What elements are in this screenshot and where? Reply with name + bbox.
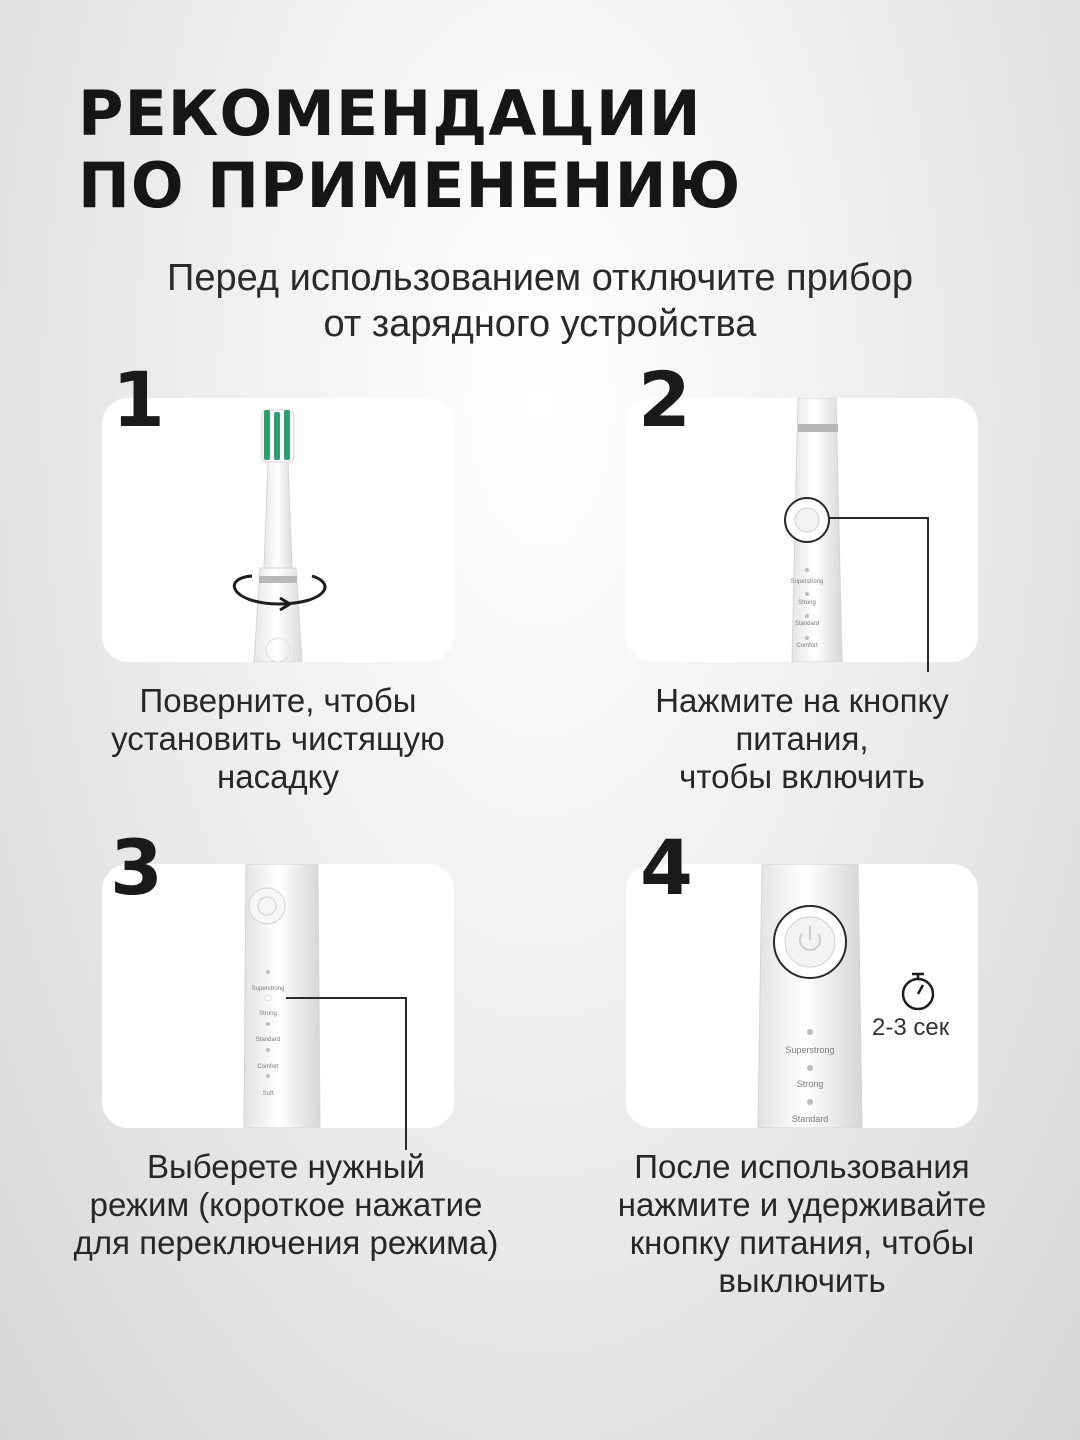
step-1-caption-line: установить чистящую bbox=[111, 720, 445, 757]
timer-label: 2-3 сек bbox=[872, 1014, 950, 1041]
mode-label: Superstrong bbox=[785, 1045, 835, 1055]
mode-label: Soft bbox=[262, 1091, 274, 1097]
mode-label: Superstrong bbox=[790, 579, 824, 585]
step-4-caption bbox=[568, 1148, 1036, 1300]
mode-label: Strong bbox=[796, 1079, 824, 1089]
mode-label: Standard bbox=[794, 621, 820, 627]
step-2-caption bbox=[586, 682, 1018, 796]
mode-label: Superstrong bbox=[251, 986, 285, 992]
mode-label: Comfort bbox=[796, 643, 818, 649]
step-2-caption-line: Нажмите на кнопку bbox=[655, 682, 949, 719]
step-1-caption bbox=[60, 682, 496, 796]
step-1-number: 1 bbox=[112, 355, 165, 444]
mode-label: Strong bbox=[798, 600, 816, 606]
step-4-number: 4 bbox=[640, 823, 693, 912]
page-title bbox=[78, 78, 741, 222]
subtitle-line-1: Перед использованием отключите прибор bbox=[167, 257, 913, 299]
mode-label: Standard bbox=[255, 1037, 281, 1043]
step-1-caption-line: насадку bbox=[217, 758, 339, 795]
step-3-caption bbox=[40, 1148, 532, 1262]
step-3-caption-line: режим (короткое нажатие bbox=[89, 1186, 483, 1223]
step-4-caption-line: После использования bbox=[634, 1148, 970, 1185]
mode-label: Comfort bbox=[257, 1064, 279, 1070]
step-4-caption-line: нажмите и удерживайте bbox=[617, 1186, 987, 1223]
step-2-caption-line: питания, bbox=[735, 720, 869, 757]
step-1-caption-line: Поверните, чтобы bbox=[139, 682, 417, 719]
subtitle-line-2: от зарядного устройства bbox=[323, 303, 757, 345]
title-line-2: ПО ПРИМЕНЕНИЮ bbox=[78, 149, 742, 222]
step-2-caption-line: чтобы включить bbox=[679, 758, 925, 795]
mode-label: Standard bbox=[791, 1114, 829, 1124]
title-line-1: РЕКОМЕНДАЦИИ bbox=[78, 77, 702, 150]
step-2-number: 2 bbox=[638, 355, 691, 444]
step-3-caption-line: Выберете нужный bbox=[146, 1148, 426, 1185]
step-4-caption-line: выключить bbox=[718, 1262, 886, 1299]
step-4-caption-line: кнопку питания, чтобы bbox=[629, 1224, 975, 1261]
subtitle bbox=[0, 255, 1080, 347]
mode-label: Strong bbox=[259, 1011, 277, 1017]
step-3-caption-line: для переключения режима) bbox=[73, 1224, 499, 1261]
step-3-number: 3 bbox=[110, 823, 163, 912]
